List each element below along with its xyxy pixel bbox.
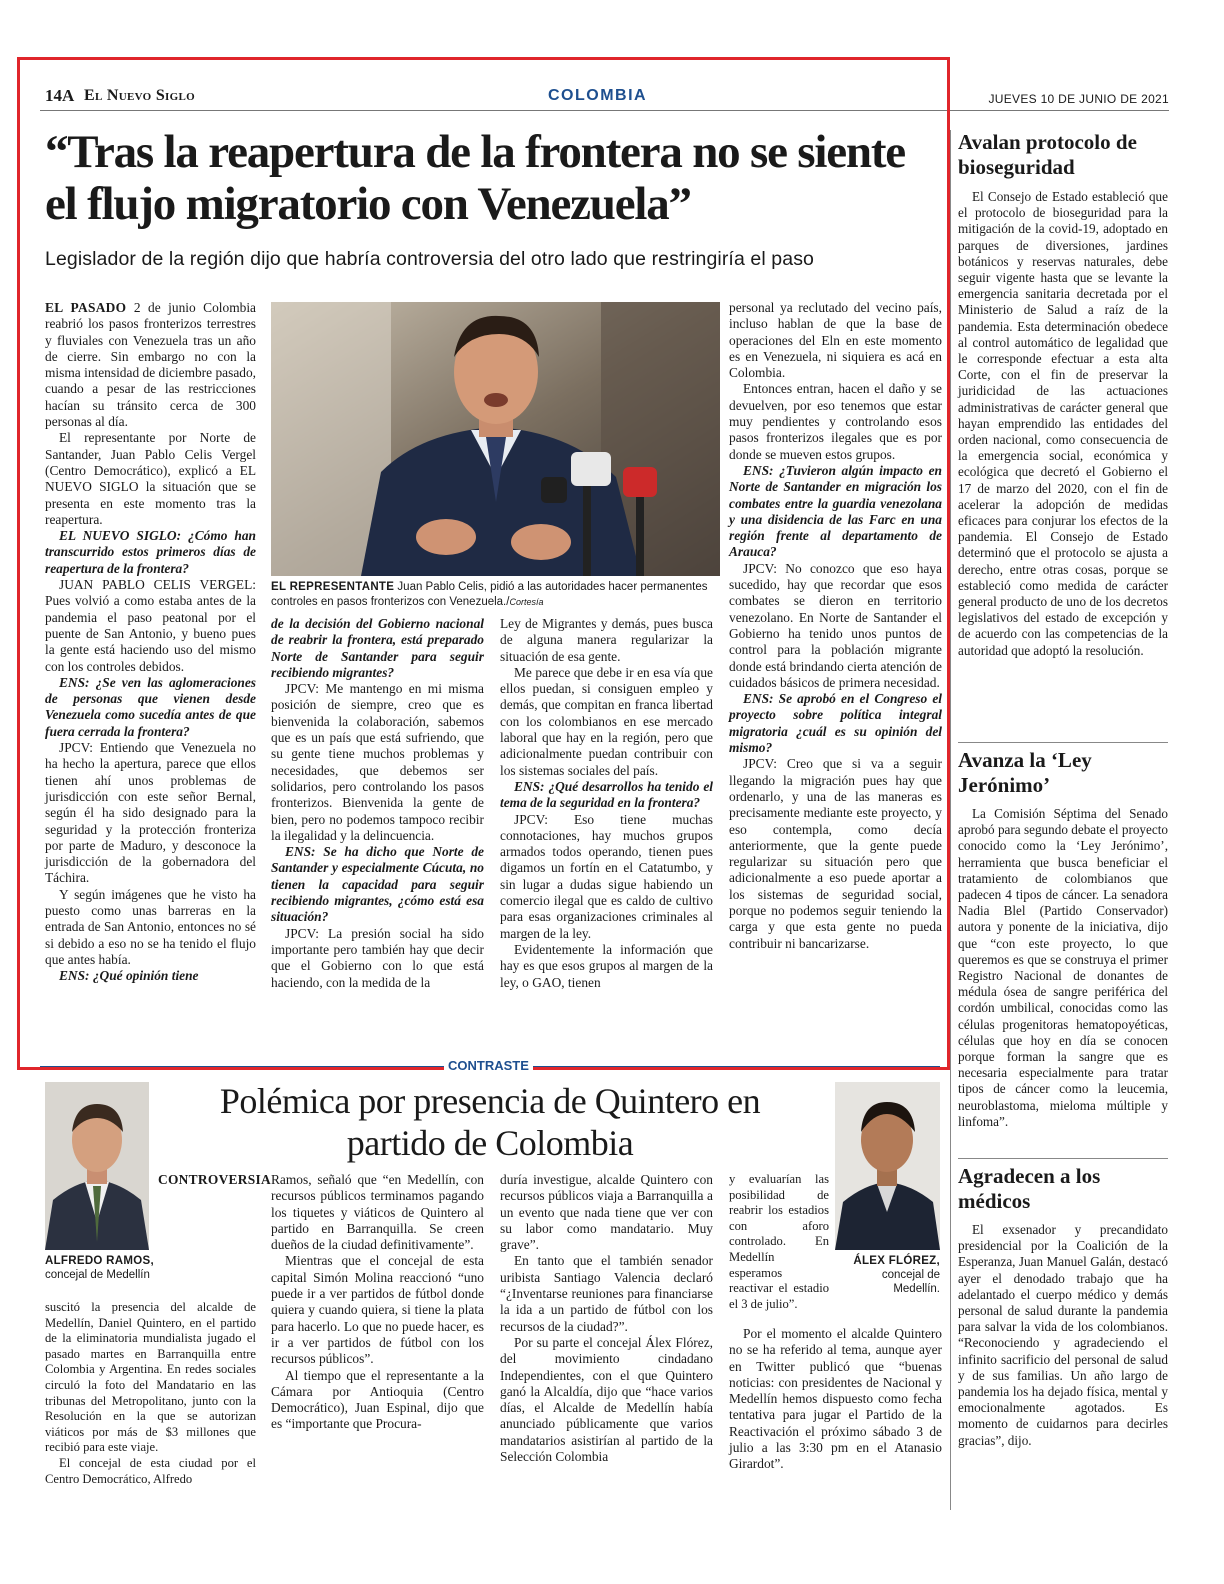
contraste-column-1 <box>45 1300 256 1487</box>
paragraph: duría investigue, alcalde Quintero con recursos públicos viaja a Barranquilla a un evento que nada tiene que ver con su labor como mandatario. Muy grave”. <box>500 1172 713 1253</box>
photo-credit: Cortesía <box>509 597 544 607</box>
caption-text: Juan Pablo Celis, pidió a las autoridades hacer permanentes controles en pasos fronterizos con Venezuela./ <box>271 581 708 608</box>
main-subheadline: Legislador de la región dijo que habría controversia del otro lado que restringiría el paso <box>45 248 814 270</box>
contraste-column-1a <box>158 1172 271 1188</box>
question: ENS: ¿Qué desarrollos ha tenido el tema de la seguridad en la frontera? <box>500 778 713 811</box>
paragraph: Por el momento el alcalde Quintero no se ha referido al tema, aunque ayer en Twitter publicó que “buenas noticias: con presidentes de Nacional y Medellín hemos dispuesto como fecha tentativa para jugar el Partido de la Reactivación el próximo sábado 3 de julio a las 3:30 pm en el Atanasio Girardot”. <box>729 1326 942 1472</box>
sidebar-story-2 <box>958 748 1168 1130</box>
section-label: COLOMBIA <box>548 87 648 104</box>
paragraph: JPCV: Me mantengo en mi misma posición de siempre, creo que es bienvenida la colaboración, sabemos que es un país que está sufriendo, que su gente tiene muchos problemas y necesidades, que debemos ser solidarios, pero controlando los pasos fronterizos. Bienvenida la gente de bien, pero no podemos tampoco recibir la ilegalidad y la delincuencia. <box>271 681 484 843</box>
paragraph: JUAN PABLO CELIS VERGEL: Pues volvió a como estaba antes de la pandemia el paso peatonal por el puente de San Antonio, y bueno pues la gente está haciendo uso del mismo con los controles debidos. <box>45 577 256 674</box>
issue-date: JUEVES 10 DE JUNIO DE 2021 <box>988 92 1169 106</box>
question: ENS: ¿Se ven las aglomeraciones de personas que vienen desde Venezuela como sucedía antes de que fuera cerrada la frontera? <box>45 674 256 739</box>
paragraph: El concejal de esta ciudad por el Centro Democrático, Alfredo <box>45 1455 256 1486</box>
sidebar-rule <box>958 1158 1168 1159</box>
right-portrait-name: ÁLEX FLÓREZ, <box>853 1255 940 1267</box>
paragraph: JPCV: Creo que si va a seguir llegando la migración pues hay que ordenarlo, y una de las maneras es precisamente mediante este proyecto, y eso contempla, como decía anteriormente, que la gente puede regularizar su situación pero que adicionalmente a eso puede aportar a los sistemas de seguridad social, porque no podemos seguir teniendo la carga y que esta gente no pueda contribuir ni bancarizarse. <box>729 756 942 951</box>
paragraph: JPCV: La presión social ha sido importante pero también hay que decir que el Gobierno con lo que está haciendo, con la medida de la <box>271 925 484 990</box>
sidebar-story-body <box>958 189 1168 659</box>
lead-in: CONTROVERSIA <box>158 1172 271 1187</box>
paragraph: JPCV: Eso tiene muchas connotaciones, hay muchos grupos armados todos operando, tienen pues digamos un fortín en el Catatumbo, y sin lugar a dudas sigue habiendo un comercio ilegal que es caldo de cultivo para esas organizaciones criminales al margen de la ley. <box>500 811 713 941</box>
paragraph: suscitó la presencia del alcalde de Medellín, Daniel Quintero, en el partido de la eliminatoria mundialista jugado el pasado martes en Barranquilla entre Colombia y Argentina. En redes sociales circuló la foto del Mandatario en las tribunas del Metropolitano, junto con la Resolución en la que se autorizan viáticos por más de $3 millones que recibió para este viaje. <box>45 1300 256 1455</box>
sidebar-story-3 <box>958 1164 1168 1449</box>
paragraph: Al tiempo que el representante a la Cámara por Antioquia (Centro Democrático), Juan Espinal, dijo que es “importante que Procura- <box>271 1367 484 1432</box>
right-portrait-role: concejal de Medellín. <box>881 1269 940 1295</box>
question: ENS: Se ha dicho que Norte de Santander y especialmente Cúcuta, no tienen la capacidad para seguir recibiendo migrantes, ¿cómo está esa situación? <box>271 844 484 925</box>
paragraph: y evaluarían las posibilidad de reabrir los estadios con aforo controlado. En Medellín esperamos reactivar el estadio el 3 de julio”. <box>729 1172 829 1311</box>
paragraph: personal ya reclutado del vecino país, incluso hablan de que la base de operaciones del Eln en este momento es en Venezuela, ni siquiera es acá en Colombia. <box>729 300 942 381</box>
sidebar-divider <box>950 130 951 1510</box>
left-portrait-caption <box>45 1254 155 1282</box>
paragraph: JPCV: No conozco que eso haya sucedido, hay que recordar que esos combates se dieron en territorio venezolano. En Norte de Santander el Gobierno ha tenido unos puntos de control para la población migrante donde está brindando cierta atención de cuidados básicos de primera necesidad. <box>729 560 942 690</box>
question: ENS: ¿Qué opinión tiene <box>59 968 199 984</box>
paragraph: Evidentemente la información que hay es que esos grupos al margen de la ley, o GAO, tienen <box>500 941 713 990</box>
paragraph: Por su parte el concejal Álex Flórez, del movimiento cindadano Independientes, con el que Quintero ganó la Alcaldía, dijo que “hace varios días, el Alcalde de Medellín había anunciado públicamente que varios mandatarios asistirían al partido de la Selección Colombia <box>500 1334 713 1465</box>
right-portrait-caption <box>835 1254 940 1296</box>
page-number: 14A <box>45 86 75 105</box>
paragraph: Ramos, señaló que “en Medellín, con recursos públicos terminamos pagando los tiquetes y viáticos de Quintero al partido en Barranquilla. Se creen dueños de la ciudad definitivamente”. <box>271 1172 484 1253</box>
paragraph-text: 2 de junio Colombia reabrió los pasos fronterizos terrestres y fluviales con Venezuela tras un año de cierre. Sin embargo no con la misma intensidad de diciembre pasado, cuando a pesar de las restricciones hacían su tránsito cerca de 300 personas al día. <box>45 300 256 430</box>
caption-lead: EL REPRESENTANTE <box>271 581 395 593</box>
alfredo-ramos-photo <box>45 1082 149 1250</box>
paragraph: La Comisión Séptima del Senado aprobó para segundo debate el proyecto conocido como la ‘Ley Jerónimo’, herramienta que busca beneficiar el tratamiento de colombianos que padecen 4 tipos de cáncer. La senadora Nadia Blel (Partido Conservador) autora y ponente de la iniciativa, dijo que “con este proyecto, lo que queremos es que se construya el primer Registro Nacional de donantes de médula ósea de sangre periférica del cordón umbilical, conocidas como las células progenitoras hematopoyéticas, células que hoy en día se conocen porque forman la sangre que es necesaria especialmente para tratar tipos de cáncer como la leucemia, neuroblastoma, mieloma múltiple y linfoma”. <box>958 806 1168 1129</box>
question: de la decisión del Gobierno nacional de reabrir la frontera, está preparado Norte de Santander para seguir recibiendo migrantes? <box>271 616 484 680</box>
paragraph: El exsenador y precandidato presidencial por la Coalición de la Esperanza, Juan Manuel Galán, destacó ayer el denodado trabajo que ha adelantado el cuerpo médico y demás personal de salud durante la pandemia para salvar la vida de los colombianos. “Reconociendo y agradeciendo el infinito sacrificio del personal de salud y de sus familias. Un año largo de pandemia los ha dejado física, mental y emocionalmente agotados. Es momento de cuidarnos para decirles gracias”, dijo. <box>958 1222 1168 1448</box>
paragraph: En tanto que el también senador uribista Santiago Valencia declaró “¿Inventarse reuniones para financiarse la ida a un partido de fútbol con los recursos de la ciudad?”. <box>500 1253 713 1334</box>
paragraph: Ley de Migrantes y demás, pues busca de alguna manera regularizar la situación de esa gente. <box>500 616 713 664</box>
paragraph <box>158 1172 271 1188</box>
sidebar-story-body <box>958 1222 1168 1449</box>
contraste-column-2 <box>271 1172 484 1433</box>
sidebar-story-1 <box>958 130 1168 659</box>
contraste-column-4 <box>729 1326 942 1473</box>
paragraph: Entonces entran, hacen el daño y se devuelven, por eso tenemos que estar muy pendientes y controlando esos pasos fronterizos ilegales que es por donde se mueven estos grupos. <box>729 381 942 462</box>
contraste-label: CONTRASTE <box>444 1058 533 1073</box>
paragraph: JPCV: Entiendo que Venezuela no ha hecho la apertura, parece que ellos tienen ahí unos problemas de jurisdicción con este señor Bernal, según él ha sido designado para la seguridad y la protección fronteriza por parte de Maduro, y desconoce la jurisdicción de la gobernadora del Táchira. <box>45 740 256 886</box>
question: ENS: ¿Tuvieron algún impacto en Norte de Santander en migración los combates entre la guardia venezolana y una disidencia de las Farc en una región frente al departamento de Arauca? <box>729 462 942 560</box>
sidebar-story-title: Agradecen a los médicos <box>958 1164 1101 1213</box>
portrait-illustration <box>45 1082 149 1250</box>
question: ENS: Se aprobó en el Congreso el proyecto sobre política integral migratoria ¿cuál es su opinión del mismo? <box>729 691 942 756</box>
paragraph: Mientras que el concejal de esta capital Simón Molina reaccionó “uno puede ir a ver partidos de fútbol donde quiera y cuando quiera, si tiene la plata para hacerlo. Lo que no puede hacer, es ir a ver partidos de fútbol con los recursos públicos”. <box>271 1253 484 1367</box>
highlight-box <box>17 57 950 1070</box>
newspaper-name: El Nuevo Siglo <box>84 87 195 104</box>
main-headline: “Tras la reapertura de la frontera no se siente el flujo migratorio con Venezuela” <box>45 126 905 230</box>
sidebar-story-title: Avalan protocolo de bioseguridad <box>958 130 1137 179</box>
lead-in: EL PASADO <box>45 300 127 315</box>
contraste-column-3 <box>500 1172 713 1465</box>
sidebar-rule <box>958 742 1168 743</box>
sidebar-story-body <box>958 806 1168 1130</box>
paragraph: Me parece que debe ir en esa vía que ellos puedan, si consiguen empleo y demás, que compitan en franca libertad con los colombianos en ese mercado laboral que hay en la región, pero que adicionalmente puedan contribuir con los sistemas sociales del país. <box>500 664 713 778</box>
left-portrait-role: concejal de Medellín <box>45 1269 150 1281</box>
sidebar-story-title: Avanza la ‘Ley Jerónimo’ <box>958 748 1092 797</box>
left-portrait-name: ALFREDO RAMOS, <box>45 1255 154 1267</box>
paragraph: Y según imágenes que he visto ha puesto como unas barreras en la entrada de San Antonio, entonces no sé si debido a eso no se ha tenido el flujo que antes había. <box>45 886 256 967</box>
portrait-illustration <box>835 1082 940 1250</box>
paragraph: El Consejo de Estado estableció que el protocolo de bioseguridad para la mitigación de la covid-19, adoptado en parques de diversiones, jardines botánicos y reservas naturales, debe seguir vigente hasta que se levante la emergencia sanitaria decretada por el Ministerio de Salud a raíz de la pandemia. Esta determinación obedece al control automático de legalidad que le corresponde efectuar a esta alta Corte, con el fin de preservar la juridicidad de las actuaciones administrativas de carácter general que hayan emprendido las entidades del orden nacional, como consecuencia de la emergencia social, económica y ecológica que decretó el Gobierno el 17 de marzo del 2020, con el fin de acelerar la adopción de medidas eficaces para conjurar los efectos de la pandemia. El Consejo de Estado determinó que el protocolo se ajusta a derecho, entre otras cosas, porque se estableció como medida de carácter general producto de uno de los decretos legislativos del estado de excepción y de acuerdo con las competencias de la autoridad que adoptó la resolución. <box>958 189 1168 658</box>
paragraph: El representante por Norte de Santander, Juan Pablo Celis Vergel (Centro Democrático), explicó a EL NUEVO SIGLO la situación que se presenta en este momento tras la reapertura. <box>45 430 256 527</box>
contraste-column-4a <box>729 1172 829 1312</box>
alex-florez-photo <box>835 1082 940 1250</box>
question: EL NUEVO SIGLO: ¿Cómo han transcurrido estos primeros días de reapertura de la frontera? <box>45 528 256 576</box>
contraste-headline: Polémica por presencia de Quintero en partido de Colombia <box>219 1081 761 1163</box>
